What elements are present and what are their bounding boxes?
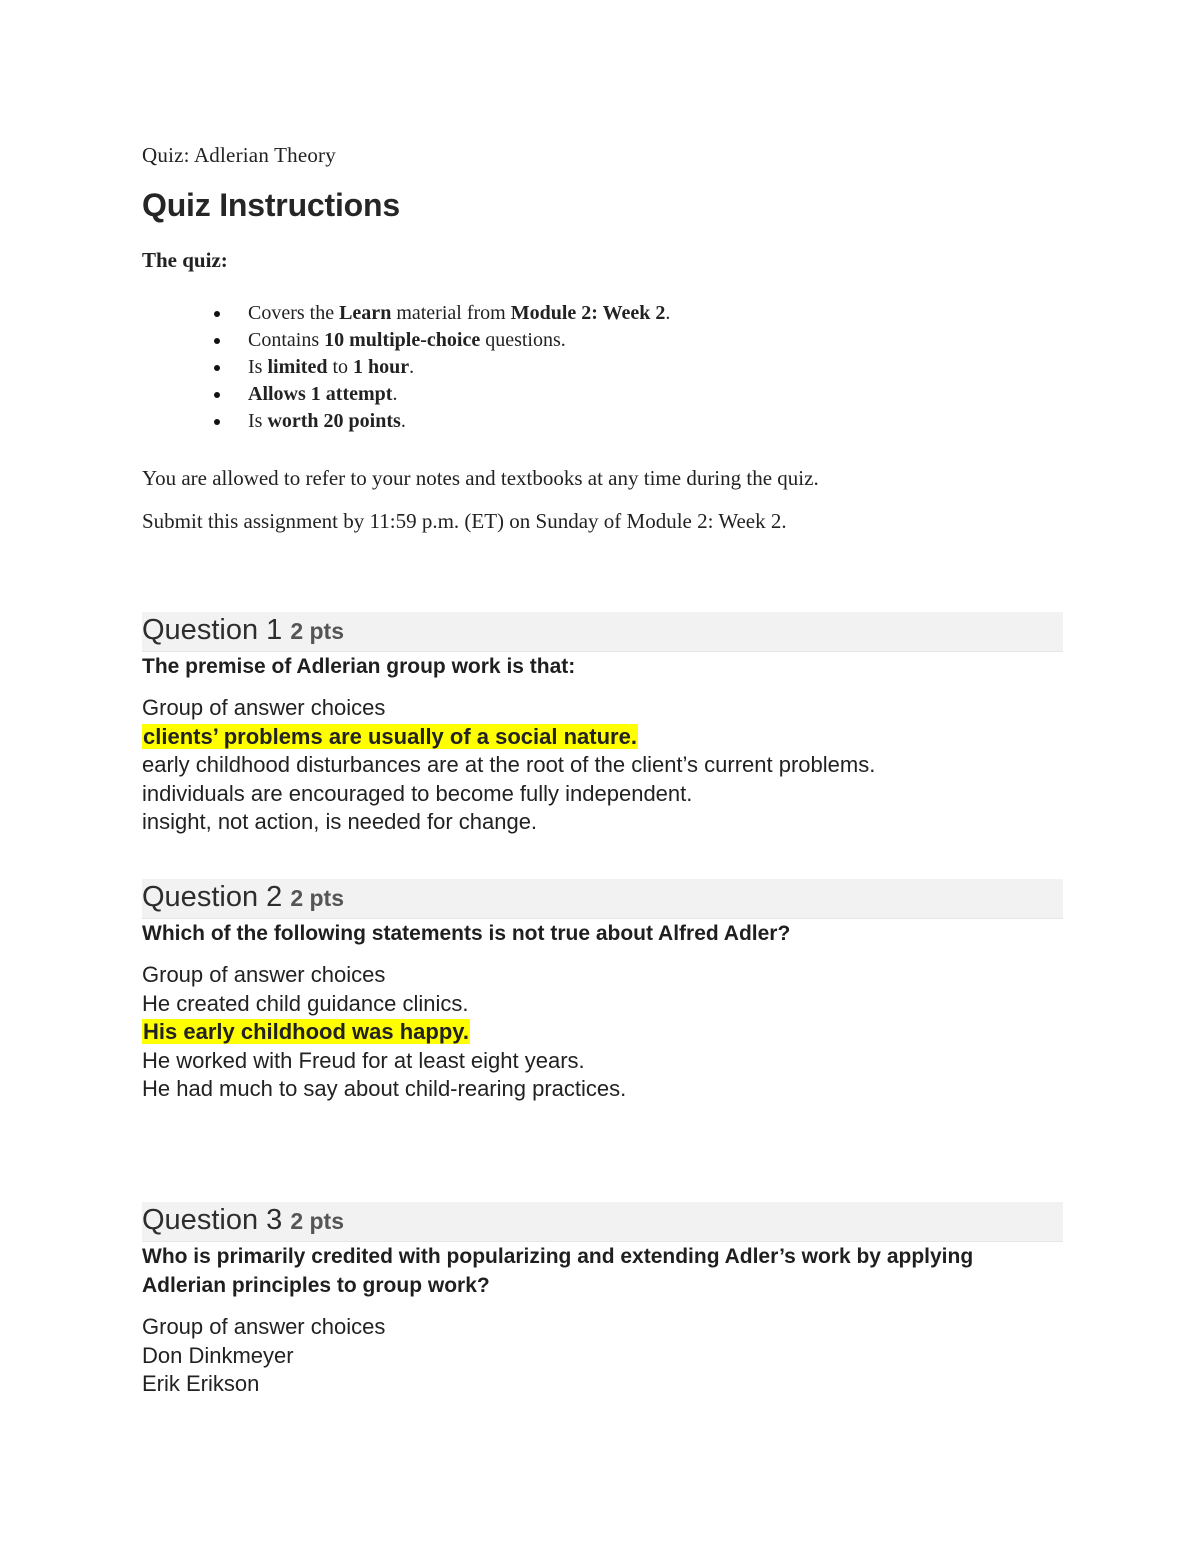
bullet-dot-icon <box>214 365 220 371</box>
notes-allowed-text: You are allowed to refer to your notes and textbooks at any time during the quiz. <box>142 466 819 490</box>
question-1-choice-list <box>142 694 875 837</box>
document-title: Quiz: Adlerian Theory <box>142 143 336 167</box>
answer-text: insight, not action, is needed for change. <box>142 809 538 834</box>
deadline-text: Submit this assignment by 11:59 p.m. (ET) on Sunday of Module 2: Week 2. <box>142 509 787 533</box>
question-1-title <box>142 614 344 647</box>
highlighted-answer-text: clients’ problems are usually of a social nature. <box>143 723 637 749</box>
bullet-text: Covers the <box>248 302 340 324</box>
bullet-text: Is <box>248 410 268 432</box>
bullet-dot-icon <box>214 392 220 398</box>
bullet-text: questions. <box>480 329 566 351</box>
bullet-dot-icon <box>214 311 220 317</box>
answer-text: He created child guidance clinics. <box>142 990 469 1016</box>
question-2-choices <box>142 961 626 1104</box>
question-2-choice-list <box>142 961 626 1104</box>
instructions-intro: The quiz: <box>142 248 228 272</box>
question-3-text: Who is primarily credited with popularizing and extending Adler’s work by applying Adlerian principles to group work? <box>142 1245 974 1297</box>
bullet-bold-text: 10 multiple-choice <box>324 329 481 351</box>
instruction-bullet <box>142 300 670 327</box>
answer-choice <box>142 1075 626 1104</box>
answer-choice <box>142 1047 626 1076</box>
question-2-label: Question 2 <box>142 881 283 913</box>
instruction-bullet <box>142 327 670 354</box>
question-3-title <box>142 1204 344 1237</box>
instruction-bullet <box>142 408 670 435</box>
answer-choice <box>142 723 875 752</box>
question-3-choice-list <box>142 1313 385 1399</box>
answer-choice <box>142 1342 385 1371</box>
bullet-bold-text: worth 20 points <box>267 410 401 432</box>
bullet-text: to <box>327 356 354 378</box>
bullet-bold-text: Learn <box>339 302 392 324</box>
choices-label: Group of answer choices <box>142 695 386 720</box>
bullet-text: . <box>665 302 671 324</box>
instructions-bullet-list <box>142 300 670 435</box>
question-1-points: 2 pts <box>290 618 345 644</box>
question-3-points: 2 pts <box>290 1208 345 1234</box>
highlighted-answer-text: His early childhood was happy. <box>143 1019 470 1044</box>
instruction-bullet <box>142 381 670 408</box>
answer-choice <box>142 1018 626 1047</box>
question-2-points: 2 pts <box>290 885 345 911</box>
bullet-dot-icon <box>214 419 220 425</box>
instruction-bullet <box>142 354 670 381</box>
question-1-text: The premise of Adlerian group work is that: <box>142 655 576 678</box>
question-2-text: Which of the following statements is not true about Alfred Adler? <box>142 922 791 945</box>
question-1-choices <box>142 694 875 837</box>
answer-choice <box>142 808 875 837</box>
question-2-title <box>142 881 344 914</box>
bullet-bold-text: 1 hour <box>353 356 410 378</box>
question-3-label: Question 3 <box>142 1204 283 1236</box>
answer-text: He worked with Freud for at least eight years. <box>142 1047 585 1073</box>
bullet-bold-text: Module 2: Week 2 <box>510 302 666 324</box>
question-1-label: Question 1 <box>142 614 283 646</box>
bullet-text: . <box>409 356 415 378</box>
bullet-text: . <box>392 383 398 405</box>
answer-choice <box>142 1370 385 1399</box>
bullet-bold-text: limited <box>267 356 328 378</box>
bullet-text: Contains <box>248 329 325 351</box>
question-1-header <box>142 612 1063 652</box>
question-3-choices <box>142 1313 385 1399</box>
choices-label: Group of answer choices <box>142 962 386 987</box>
answer-choice <box>142 751 875 780</box>
answer-choice <box>142 780 875 809</box>
bullet-text: . <box>400 410 406 432</box>
answer-text: Don Dinkmeyer <box>142 1342 294 1368</box>
question-2-header <box>142 879 1063 919</box>
answer-text: Erik Erikson <box>142 1371 260 1396</box>
question-3-header <box>142 1202 1063 1242</box>
bullet-text: material from <box>391 302 511 324</box>
answer-text: early childhood disturbances are at the root of the client’s current problems. <box>142 752 876 777</box>
answer-choice <box>142 990 626 1019</box>
bullet-dot-icon <box>214 338 220 344</box>
answer-text: He had much to say about child-rearing practices. <box>142 1076 627 1101</box>
instructions-heading: Quiz Instructions <box>142 187 400 223</box>
bullet-text: Is <box>248 356 268 378</box>
bullet-bold-text: Allows 1 attempt <box>248 383 393 405</box>
choices-label: Group of answer choices <box>142 1314 386 1339</box>
answer-text: individuals are encouraged to become fully independent. <box>142 780 693 806</box>
